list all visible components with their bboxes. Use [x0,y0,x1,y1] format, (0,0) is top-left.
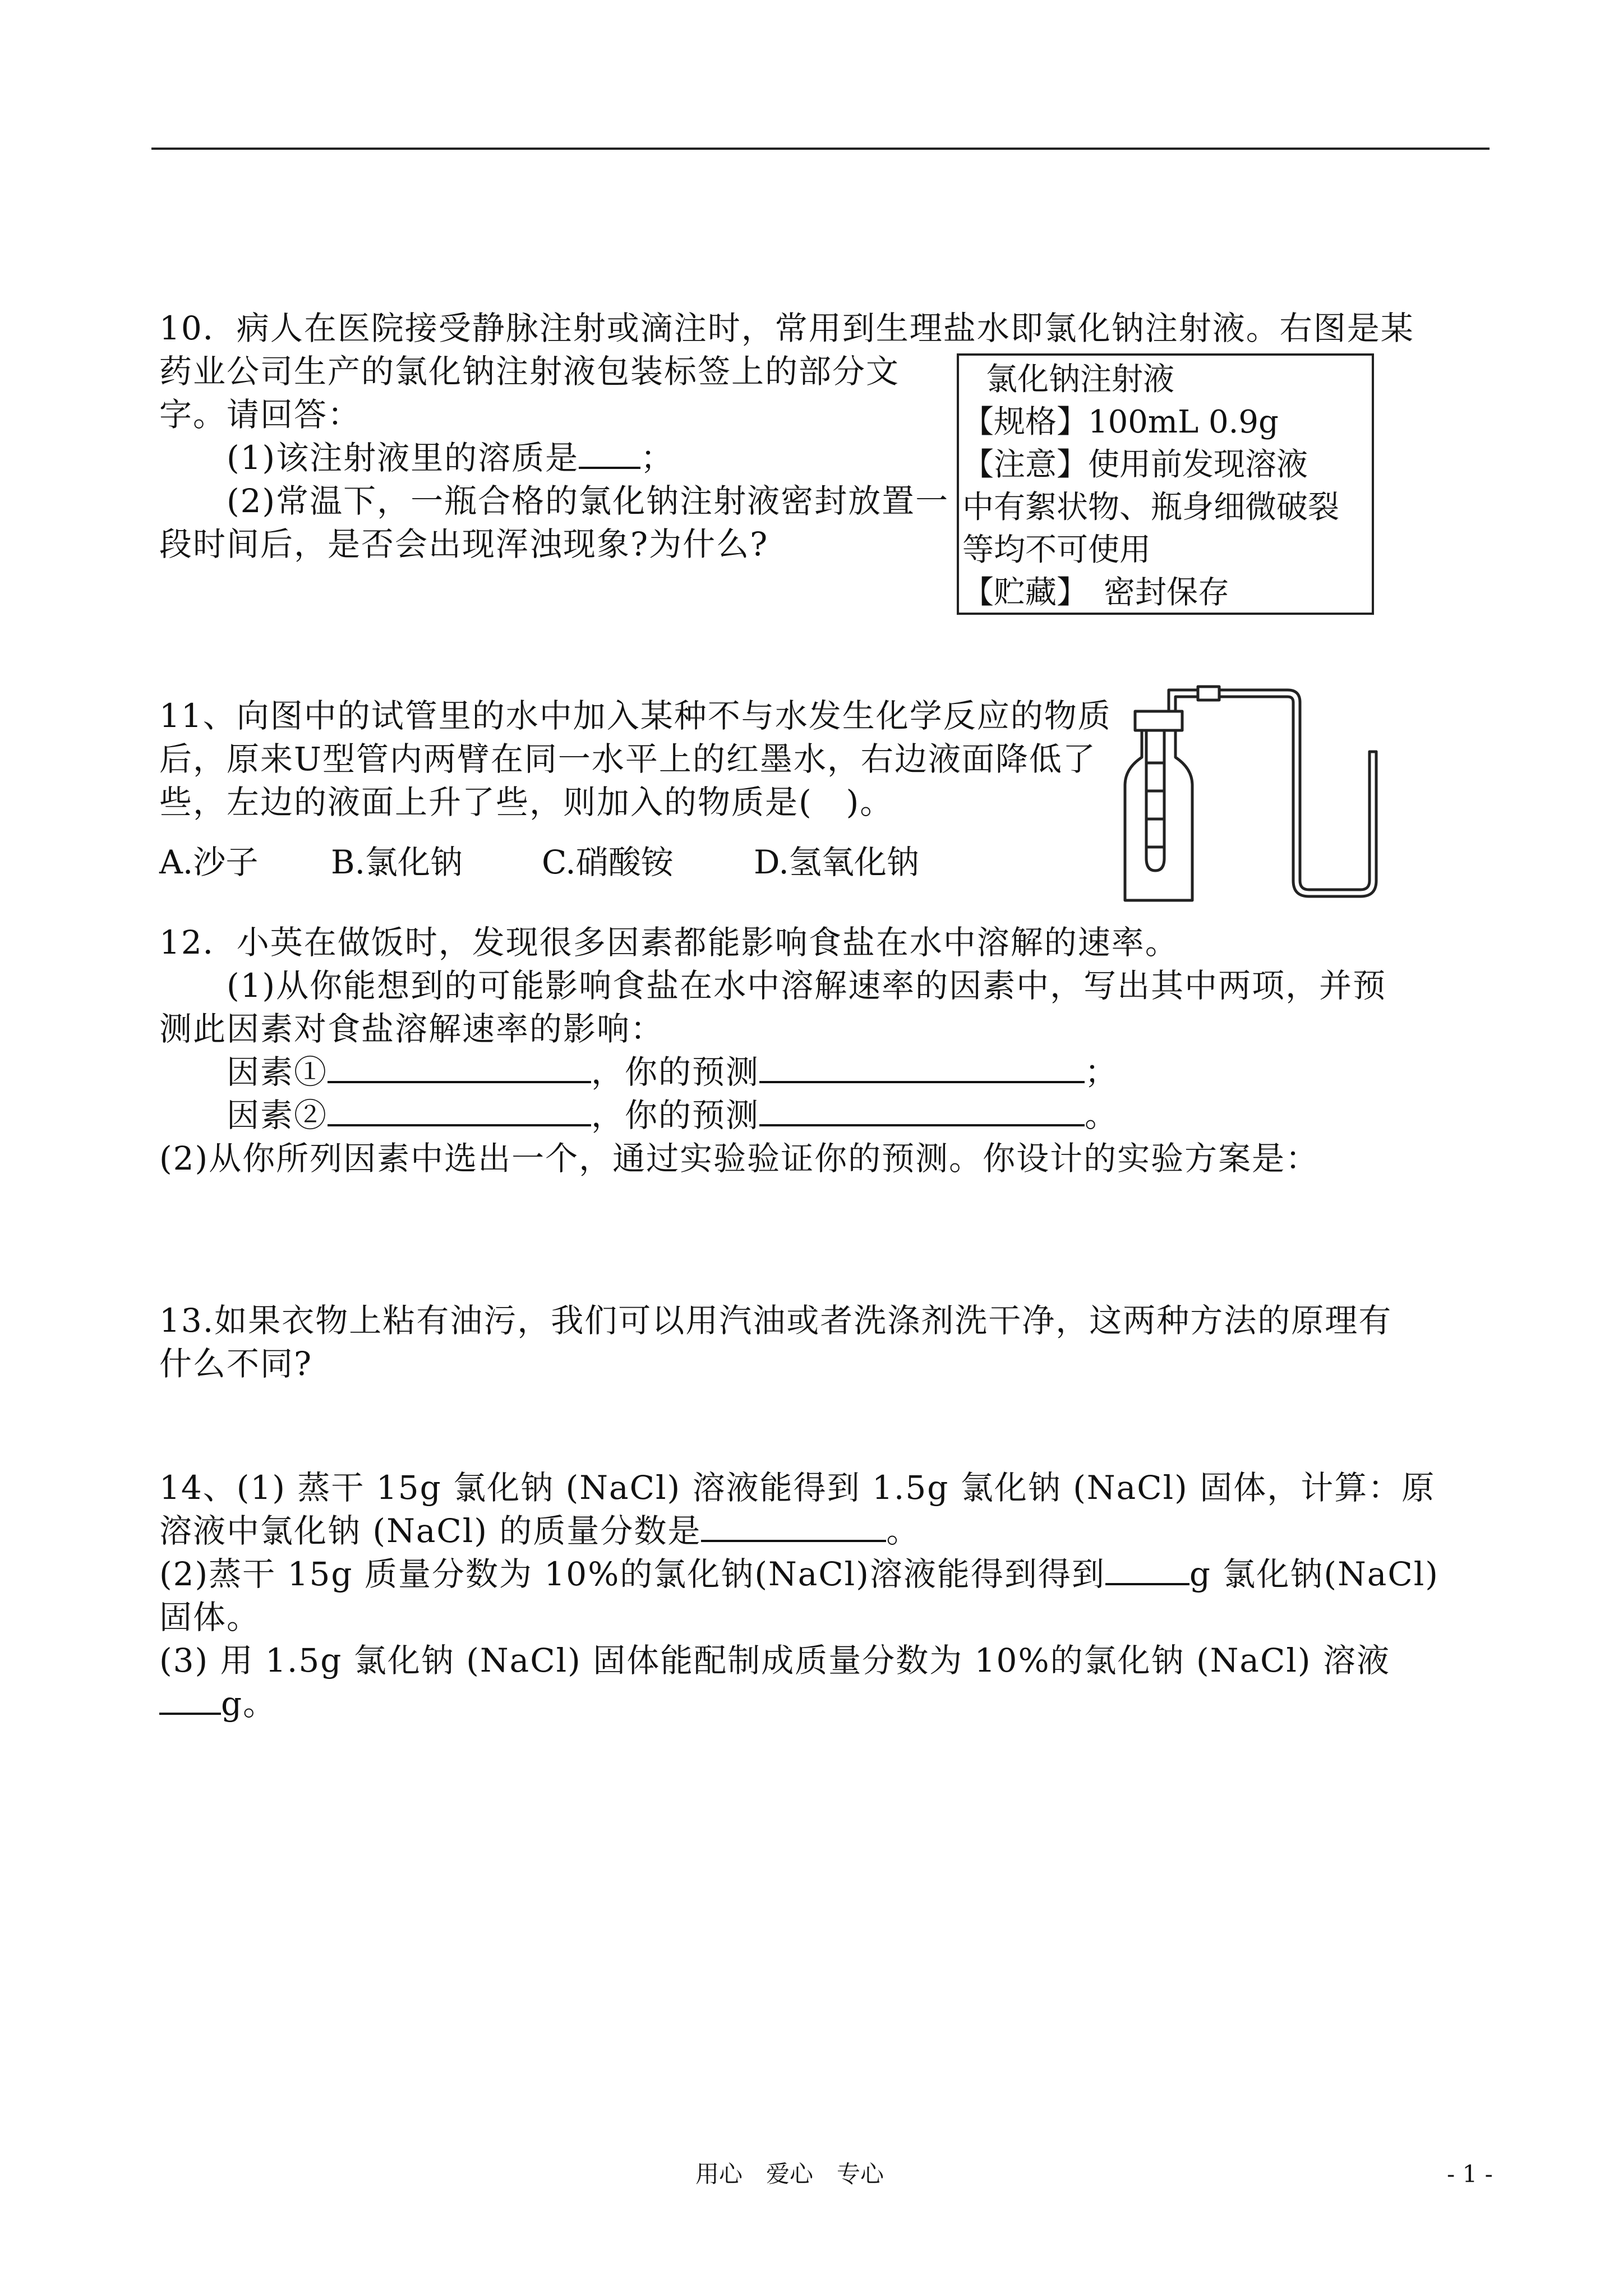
factor2-label: 因素② [227,1096,328,1134]
q11-option-d[interactable]: D.氢氧化钠 [754,843,919,881]
q10-line3: 字。请回答： [159,395,362,434]
q11-line2: 后，原来U型管内两臂在同一水平上的红墨水，右边液面降低了 [159,740,1096,778]
u-tube-outer [1293,702,1376,896]
answer-blank[interactable] [759,1096,1085,1126]
q10-sub2-line2: 段时间后，是否会出现浑浊现象?为什么? [159,525,769,563]
q14-line6 [159,1682,276,1725]
answer-blank[interactable] [1105,1555,1189,1585]
answer-blank[interactable] [579,439,640,469]
q10-sub1-end: ； [640,439,675,477]
q11-option-a[interactable]: A.沙子 [159,843,259,881]
q14-line4: 固体。 [159,1598,261,1636]
q11-line1: 11、向图中的试管里的水中加入某种不与水发生化学反应的物质 [159,697,1112,735]
bottle-outline [1125,729,1192,900]
answer-blank[interactable] [328,1053,591,1083]
page-number: - 1 - [1447,2160,1493,2188]
u-tube-inner [1300,702,1370,890]
q14-line2-text: 溶液中氯化钠 (NaCl) 的质量分数是 [159,1512,702,1550]
q10-sub1 [227,436,674,479]
q11-line3: 些，左边的液面上升了些，则加入的物质是( )。 [159,783,894,821]
q10-sub2-line1: (2)常温下，一瓶合格的氯化钠注射液密封放置一 [227,482,949,520]
rubber-connector [1198,687,1219,700]
q10-line2: 药业公司生产的氯化钠注射液包装标签上的部分文 [159,352,900,390]
q14-line3-text: (2)蒸干 15g 质量分数为 10%的氯化钠(NaCl)溶液能得到得到 [159,1555,1105,1593]
label-note2: 中有絮状物、瓶身细微破裂 [962,489,1339,526]
q14-line3-end: g 氯化钠(NaCl) [1189,1555,1439,1593]
answer-blank[interactable] [328,1096,591,1126]
answer-blank[interactable] [759,1053,1085,1083]
test-tube [1146,730,1164,871]
q12-line3: 测此因素对食盐溶解速率的影响： [159,1010,665,1048]
q10-line1: 10．病人在医院接受静脉注射或滴注时，常用到生理盐水即氯化钠注射液。右图是某 [159,309,1414,347]
q12-line2: (1)从你能想到的可能影响食盐在水中溶解速率的因素中，写出其中两项，并预 [227,967,1387,1005]
q14-line1: 14、(1) 蒸干 15g 氯化钠 (NaCl) 溶液能得到 1.5g 氯化钠 (NaCl) 固体，计算：原 [159,1469,1436,1507]
predict-label: ，你的预测 [591,1053,760,1091]
q11-option-c[interactable]: C.硝酸铵 [542,843,674,881]
header-rule [151,148,1490,150]
q14-line3 [159,1553,1439,1595]
stopper [1135,711,1182,730]
q13-line2: 什么不同? [159,1345,313,1383]
factor2-end: 。 [1085,1096,1119,1134]
q12-sub2: (2)从你所列因素中选出一个，通过实验验证你的预测。你设计的实验方案是： [159,1139,1320,1177]
label-title: 氯化钠注射液 [986,361,1174,398]
label-note1: 【注意】使用前发现溶液 [962,447,1308,483]
q14-line2 [159,1510,920,1552]
q12-line1: 12．小英在做饭时，发现很多因素都能影响食盐在水中溶解的速率。 [159,923,1179,961]
connecting-tube-inner [1175,697,1293,711]
footer-motto: 用心 爱心 专心 [695,2160,884,2188]
q14-line6-end: g。 [221,1685,277,1723]
q14-line2-end: 。 [886,1512,920,1550]
factor1-label: 因素① [227,1053,328,1091]
q14-line5: (3) 用 1.5g 氯化钠 (NaCl) 固体能配制成质量分数为 10%的氯化钠 (NaCl) 溶液 [159,1641,1390,1680]
bottle-u-tube-apparatus [1103,679,1394,903]
connecting-tube-outer [1169,690,1300,711]
label-storage: 【贮藏】 密封保存 [962,574,1229,611]
label-spec: 【规格】100mL 0.9g [962,404,1279,440]
q12-factor2 [227,1094,1118,1137]
predict-label: ，你的预测 [591,1096,760,1134]
q11-option-b[interactable]: B.氯化钠 [331,843,463,881]
injection-label-box [957,353,1374,615]
answer-blank[interactable] [701,1512,886,1542]
q10-sub1-text: (1)该注射液里的溶质是 [227,439,579,477]
answer-blank[interactable] [159,1685,221,1715]
factor1-end: ； [1085,1053,1119,1091]
q13-line1: 13.如果衣物上粘有油污，我们可以用汽油或者洗涤剂洗干净，这两种方法的原理有 [159,1301,1393,1340]
label-note3: 等均不可使用 [962,532,1151,568]
q12-factor1 [227,1051,1118,1093]
